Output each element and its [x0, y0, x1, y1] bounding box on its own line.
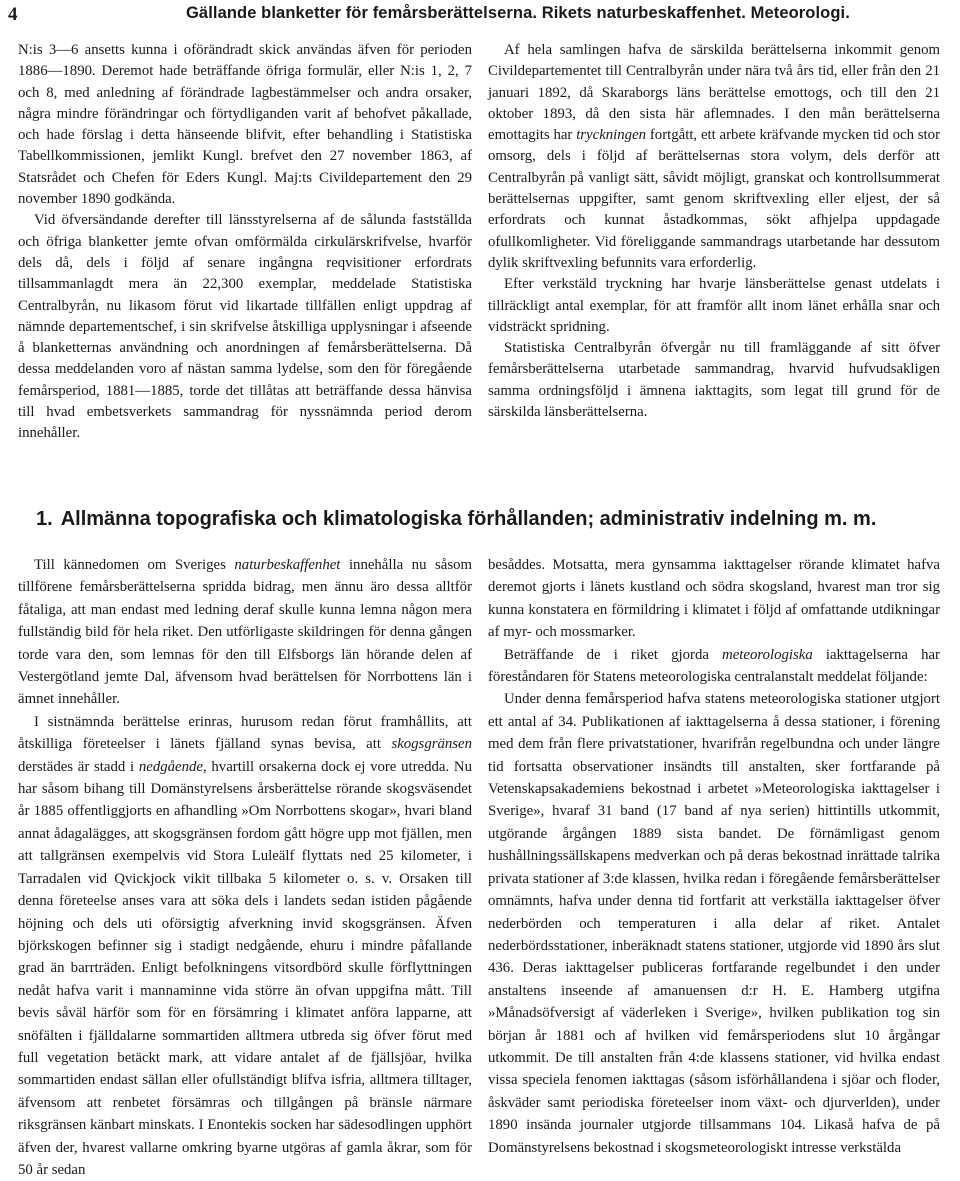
text-run: Till kännedomen om Sveriges [34, 557, 235, 573]
paragraph: N:is 3—6 ansetts kunna i oförändradt skick användas äfven för perioden 1886—1890. Deremot hade beträffande öfriga formulär, eller N:is 1, 2, 7 och 8, med anledning af förändrade lagbestämmelser och andra orsaker, några mindre förändringar och förtydliganden varit af behofvet påkallade, och hade förslag i detta hänseende blifvit, efter behandling i Statistiska Tabellkommissionen, jemlikt Kungl. brefvet den 27 november 1863, af Statsrådet och Chefen för Eders Kungl. Maj:ts Civildepartement den 29 november 1890 godkända. [18, 42, 472, 208]
paragraph [488, 644, 940, 689]
section-title: Allmänna topografiska och klimatologiska förhållanden; administrativ indelning m. m. [60, 508, 877, 530]
running-head: Gällande blanketter för femårsberättelserna. Rikets naturbeskaffenhet. Meteorologi. [186, 4, 850, 22]
paragraph [18, 554, 472, 711]
section-number: 1. [36, 508, 53, 530]
text-run: derstädes är stadd i [18, 758, 139, 775]
paragraph: Vid öfversändande derefter till länsstyrelserna af de sålunda fastställda och öfriga blanketter jemte ofvan omförmälda cirkulärskrifvelse, hvarför dels då, dels i följd af senare ingångna reqvisitioner erfordrats tillsammanlagdt mera än 22,300 exemplar, meddelade Statistiska Centralbyrån, nu likasom förut vid likartade tillfällen enligt uppdrag af nämnde departementschef, i sin skrifvelse åtskilliga upplysningar i afseende å blanketternas användning och anordningen af femårsberättelserna. Då dessa meddelanden voro af nästan samma lydelse, som den för föregående femårsperiod, 1881—1885, torde det tillåtas att beträffande dessa hänvisa till hvad embetsverkets sammandrag för nyssnämnda period derom innehåller. [18, 212, 472, 442]
italic-term: skogsgränsen [391, 736, 472, 753]
intro-left-column [18, 40, 472, 445]
section-heading [18, 508, 940, 531]
body-right-column [488, 554, 940, 1159]
text-run: Beträffande de i riket gjorda [504, 646, 723, 663]
text-run: fortgått, ett arbete kräfvande mycken tid och stor omsorg, dels i följd af berättelsernas stora volym, dels derför att Centralbyrån på vanligt sätt, såvidt möjligt, granskat och kontrollsummerat berättelsernas uppgifter, samt genom skriftvexling eller eljest, der så erfordrats och kunnat åstadkommas, sökt afhjelpa uppdagade ofullkomligheter. Vid föreliggande sammandrags utarbetande har dessutom dylik skriftvexling befunnits vara erforderlig. [488, 127, 940, 271]
paragraph [488, 40, 940, 274]
paragraph: Efter verkstäld tryckning har hvarje länsberättelse genast utdelats i tillräckligt antal exemplar, för att framför allt inom länet erhålla snar och vidsträckt spridning. [488, 276, 940, 335]
text-run: innehålla nu såsom tillförene femårsberättelserna spridda bidrag, men ännu äro dessa alltför fåtaliga, att man endast med ledning deraf skulle kunna lemna någon mera fullständig bild för hela riket. Den utförligaste skildringen för denna gången torde vara den, som lemnas för den till Elfsborgs län hörande delen af Vestergötland jemte Dal, äfvensom hvad berättelsen för Norrbottens län i ämnet innehåller. [18, 557, 472, 708]
text-run: , hvartill orsakerna dock ej vore utredda. Nu har såsom bihang till Domänstyrelsens årsberättelse rörande skogsväsendet år 1885 offentliggjorts en afhandling »Om Norrbottens skogar», hvari bland annat ådagalägges, att skogsgränsen fordom gått högre upp mot fjällen, men att tallgränsen exempelvis vid Stora Luleälf flyttats ned 25 kilometer, i Tarradalen vid Qvickjock vikit tillbaka 5 kilometer o. s. v. Orsaken till denna företeelse anses vara att söka dels i landets sedan istiden pågående höjning och dels uti oförsigtig afverkning invid skogsgränsen. Äfven björkskogen befinner sig i stadigt nedgående, ehuru i mindre påfallande grad än barrträden. Enligt befolkningens vitsordbörd skulle förflyttningen nedåt hafva varit i mannaminne vida större än ofvan uppgifna mått. Till bevis såväl härför som för en försämring i klimatet anföra lapparne, att snöfälten i fjälldalarne sommartiden alltmera utbreda sig öfver förut med full vegetation betäckt mark, att vidare antalet af de fjällsjöar, hvilka sommartiden endast sällan eller ofullständigt blifva isfria, alltmera tilltager, äfvensom att renbetet försämras och tillgången på bränsle närmare riksgränsen känbart minskats. I Enontekis socken har sädesodlingen upphört äfven der, hvarest vallarne omkring byarne utgöras af gamla åkrar, som för 50 år sedan [18, 758, 472, 1178]
text-run: I sistnämnda berättelse erinras, hurusom redan förut framhållits, att åtskilliga företeelser i länets fjälland synas bevisa, att [18, 713, 472, 753]
paragraph [18, 711, 472, 1181]
italic-term: naturbeskaffenhet [234, 557, 341, 573]
body-left-column [18, 554, 472, 1181]
intro-right-column [488, 40, 940, 423]
italic-term: nedgående [138, 758, 203, 775]
text-run: Af hela samlingen hafva de särskilda berättelserna inkommit genom Civildepartementet till Centralbyrån under nära två års tid, eller från den 21 januari 1892, då Skaraborgs läns berättelse emottogs, och till den 21 oktober 1893, då den sista här aflemnades. I den mån berättelserna emottagits har [488, 42, 940, 144]
italic-term: tryckningen [576, 127, 647, 144]
italic-term: meteorologiska [722, 646, 813, 663]
page-number: 4 [8, 4, 18, 25]
paragraph: besåddes. Motsatta, mera gynsamma iakttagelser rörande klimatet hafva deremot gjorts i länets kustland och södra skogsland, hvarest man tror sig kunna konstatera en förmildring i klimatet i följd af omfattande utdikningar af myr- och mossmarker. [488, 557, 940, 641]
text-run: iakttagelserna har föreståndaren för Statens meteorologiska centralanstalt meddelat följande: [488, 646, 940, 686]
paragraph: Statistiska Centralbyrån öfvergår nu till framläggande af sitt öfver femårsberättelserna utarbetade sammandrag, hvarvid hufvudsakligen samma ordningsföljd i ämnena iakttagits, som legat till grund för de särskilda länsberättelserna. [488, 340, 940, 421]
paragraph: Under denna femårsperiod hafva statens meteorologiska stationer utgjort ett antal af 34. Publikationen af iakttagelserna å dessa stationer, i förening med dem från flere privatstationer, hvarifrån regelbundna och under längre tid fortsatta observationer insändts till anstalten, sker fortfarande på Vetenskapsakademiens bekostnad i arbetet »Meteorologiska iakttagelser i Sverige», hvaraf 31 band (17 band af nya serien) hittintills utkommit, utgörande årgången 1889 sista bandet. De förnämligast genom hushållningssällskapens medverkan och på deras bekostnad inrättade talrika privata stationer af 3:de klassen, hvilka redan i föregående femårsberättelser omnämnts, hafva under denna tid fortfarit att verkställa iakttagelser öfver nederbörden och temperaturen i alla delar af riket. Antalet nederbördsstationer, inberäknadt statens stationer, utgjorde vid 1890 års slut 436. Deras iakttagelser publiceras fortfarande regelbundet i den under anstaltens inseende af amanuensen d:r H. E. Hamberg utgifna »Månadsöfversigt af väderleken i Sverige», hvilken publikation tog sin början år 1881 och af hvilken vid femårsperiodens slut 10 årgångar utkommit. De till anstalten från 4:de klassens stationer, vid hvilka endast vissa speciela fenomen iakttagas (såsom isförhållandena i sjöar och floder, åskväder samt periodiska företeelser inom växt- och djurverlden), under 1890 insända journaler utgjorde tillsammans 104. Likaså hafva de på Domänstyrelsens bekostnad i skogsmeteorologiskt intresse verkstälda [488, 691, 940, 1156]
